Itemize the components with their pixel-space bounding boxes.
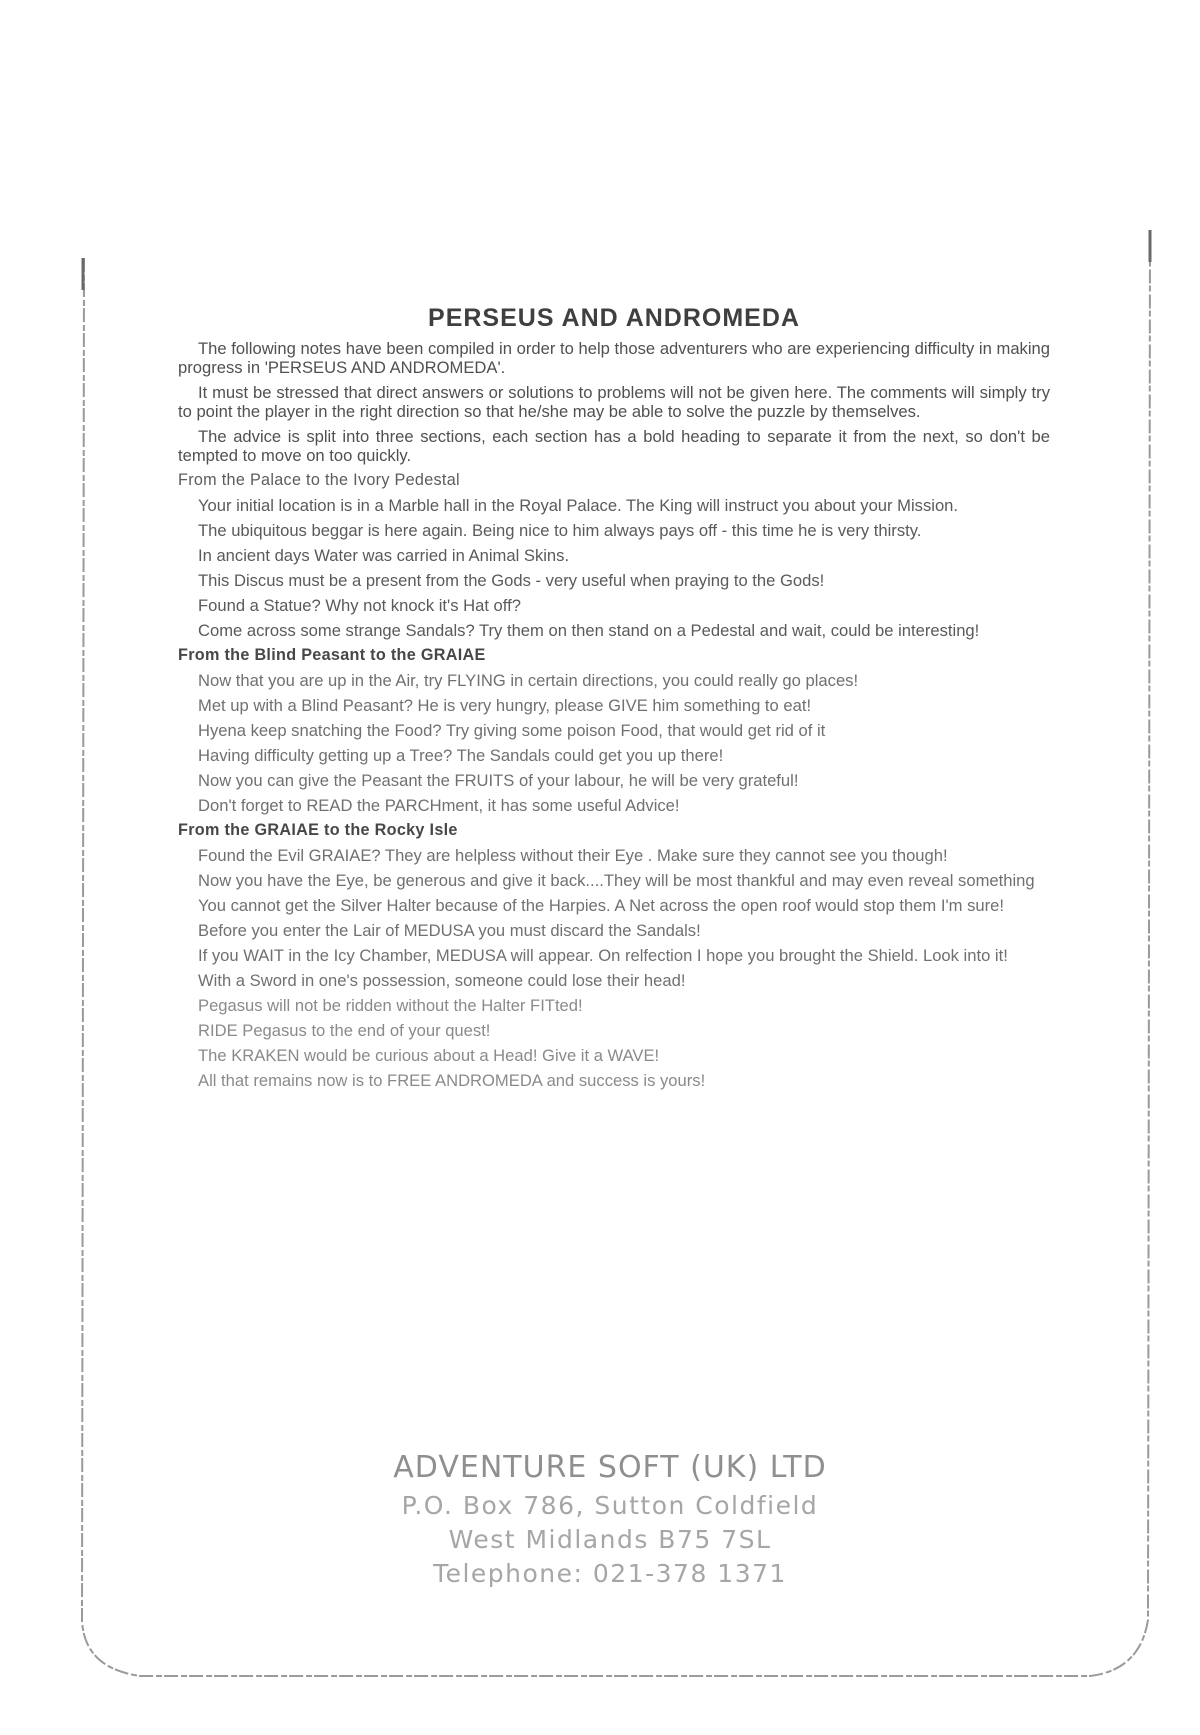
hint-item: RIDE Pegasus to the end of your quest! [198, 1021, 491, 1040]
publisher-footer [330, 1450, 890, 1591]
hint-item: All that remains now is to FREE ANDROMEDA and success is yours! [198, 1071, 706, 1090]
hint-item: Hyena keep snatching the Food? Try giving some poison Food, that would get rid of it [198, 721, 826, 740]
hint-item: Before you enter the Lair of MEDUSA you must discard the Sandals! [198, 921, 701, 940]
hint-item: Having difficulty getting up a Tree? The Sandals could get you up there! [198, 746, 724, 765]
hint-item: Come across some strange Sandals? Try them on then stand on a Pedestal and wait, could be interesting! [198, 621, 980, 640]
hint-item: Found the Evil GRAIAE? They are helpless without their Eye . Make sure they cannot see you though! [198, 846, 948, 865]
address-line: West Midlands B75 7SL [448, 1525, 772, 1554]
hint-item: Don't forget to READ the PARCHment, it has some useful Advice! [198, 796, 680, 815]
hint-item: The KRAKEN would be curious about a Head! Give it a WAVE! [198, 1046, 660, 1065]
telephone: Telephone: 021-378 1371 [433, 1559, 787, 1588]
hint-item: You cannot get the Silver Halter because of the Harpies. A Net across the open roof would stop them I'm sure! [198, 896, 1004, 915]
hint-item: Now you can give the Peasant the FRUITS of your labour, he will be very grateful! [198, 771, 799, 790]
company-name: ADVENTURE SOFT (UK) LTD [393, 1450, 827, 1485]
hint-item: If you WAIT in the Icy Chamber, MEDUSA will appear. On relfection I hope you brought the Shield. Look into it! [198, 946, 1008, 965]
hint-item: Now you have the Eye, be generous and give it back....They will be most thankful and may even reveal something [198, 871, 1035, 890]
hints-document [178, 304, 1050, 1096]
hint-item: In ancient days Water was carried in Animal Skins. [198, 546, 570, 565]
hint-item: Found a Statue? Why not knock it's Hat off? [198, 596, 521, 615]
hint-item: Met up with a Blind Peasant? He is very hungry, please GIVE him something to eat! [198, 696, 812, 715]
intro-paragraph: It must be stressed that direct answers or solutions to problems will not be given here. The comments will simply try to point the player in the right direction so that he/she may be able to solve the puzzle by themselves. [178, 383, 1050, 421]
address-line: P.O. Box 786, Sutton Coldfield [401, 1491, 819, 1520]
hint-item: Your initial location is in a Marble hall in the Royal Palace. The King will instruct you about your Mission. [198, 496, 959, 515]
document-title: PERSEUS AND ANDROMEDA [428, 304, 800, 332]
hint-item: This Discus must be a present from the Gods - very useful when praying to the Gods! [198, 571, 825, 590]
hint-item: Now that you are up in the Air, try FLYING in certain directions, you could really go places! [198, 671, 859, 690]
section-heading: From the Palace to the Ivory Pedestal [178, 471, 460, 489]
hint-item: With a Sword in one's possession, someone could lose their head! [198, 971, 686, 990]
hint-item: Pegasus will not be ridden without the Halter FITted! [198, 996, 583, 1015]
section-heading: From the Blind Peasant to the GRAIAE [178, 646, 486, 664]
intro-paragraph: The advice is split into three sections, each section has a bold heading to separate it from the next, so don't be tempted to move on too quickly. [178, 427, 1050, 465]
hint-item: The ubiquitous beggar is here again. Being nice to him always pays off - this time he is very thirsty. [198, 521, 922, 540]
section-heading: From the GRAIAE to the Rocky Isle [178, 821, 458, 839]
intro-paragraph: The following notes have been compiled in order to help those adventurers who are experiencing difficulty in making progress in 'PERSEUS AND ANDROMEDA'. [178, 339, 1050, 377]
